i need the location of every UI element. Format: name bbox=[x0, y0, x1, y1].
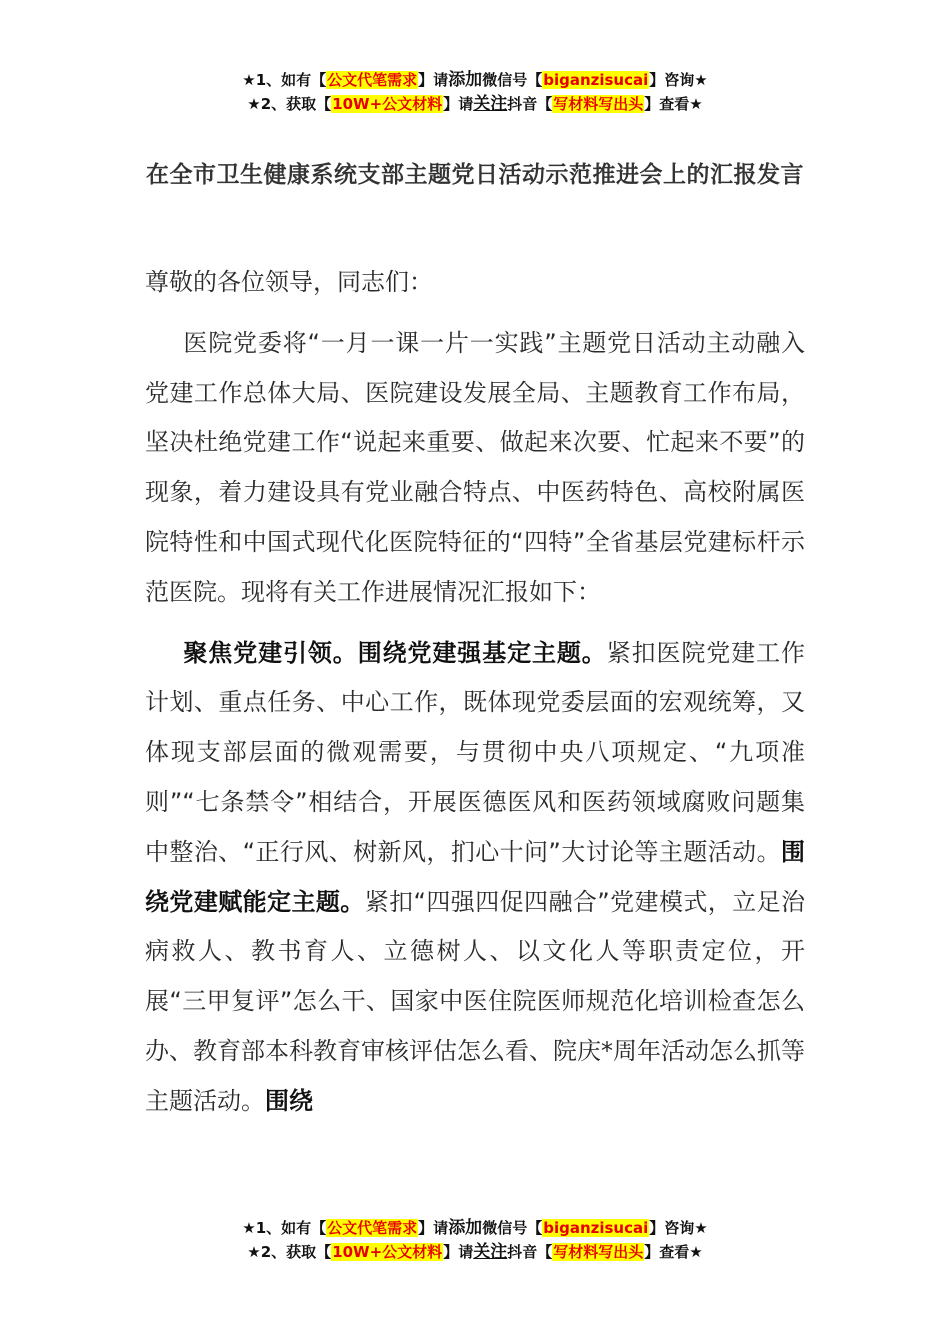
banner-text: 微信号【 bbox=[482, 71, 543, 89]
banner-text: 】查看★ bbox=[644, 1243, 703, 1261]
banner-text: 】查看★ bbox=[644, 95, 703, 113]
banner-text: ★2、获取【 bbox=[247, 95, 332, 113]
banner-highlight: biganzisucai bbox=[543, 71, 649, 89]
banner-text: 】咨询★ bbox=[649, 1219, 708, 1237]
banner-highlight: 10W+公文材料 bbox=[332, 1243, 443, 1261]
paragraph-party-building bbox=[145, 629, 805, 1127]
banner-highlight: biganzisucai bbox=[543, 1219, 649, 1237]
bold-heading: 围绕 bbox=[265, 1086, 313, 1115]
banner-line-2 bbox=[0, 1240, 950, 1264]
banner-emphasis: 关注 bbox=[473, 1242, 508, 1262]
banner-line-2 bbox=[0, 92, 950, 116]
banner-text: 】咨询★ bbox=[649, 71, 708, 89]
banner-highlight: 写材料写出头 bbox=[553, 95, 644, 113]
header-banner bbox=[0, 68, 950, 116]
banner-emphasis: 添加 bbox=[448, 70, 483, 90]
banner-text: 】请 bbox=[418, 71, 449, 89]
bold-heading: 聚焦党建引领。围绕党建强基定主题。 bbox=[183, 638, 607, 667]
banner-emphasis: 添加 bbox=[448, 1218, 483, 1238]
paragraph-intro: 医院党委将“一月一课一片一实践”主题党日活动主动融入党建工作总体大局、医院建设发展全局、主题教育工作布局，坚决杜绝党建工作“说起来重要、做起来次要、忙起来不要”的现象，着力建设具有党业融合特点、中医药特色、高校附属医院特性和中国式现代化医院特征的“四特”全省基层党建标杆示范医院。现将有关工作进展情况汇报如下： bbox=[145, 328, 805, 606]
paragraph-text: 紧扣“四强四促四融合”党建模式，立足治病救人、教书育人、立德树人、以文化人等职责定位，开展“三甲复评”怎么干、国家中医住院医师规范化培训检查怎么办、教育部本科教育审核评估怎么看、院庆*周年活动怎么抓等主题活动。 bbox=[145, 887, 806, 1115]
document-title: 在全市卫生健康系统支部主题党日活动示范推进会上的汇报发言 bbox=[146, 162, 804, 188]
banner-highlight: 写材料写出头 bbox=[553, 1243, 644, 1261]
banner-line-1 bbox=[0, 1216, 950, 1240]
banner-emphasis: 关注 bbox=[473, 94, 508, 114]
document-body bbox=[145, 258, 805, 1127]
banner-highlight: 公文代笔需求 bbox=[327, 71, 418, 89]
banner-text: 】请 bbox=[443, 95, 474, 113]
banner-highlight: 公文代笔需求 bbox=[327, 1219, 418, 1237]
banner-text: 抖音【 bbox=[507, 1243, 553, 1261]
banner-text: 微信号【 bbox=[482, 1219, 543, 1237]
banner-text: 】请 bbox=[443, 1243, 474, 1261]
paragraph-text: 紧扣医院党建工作计划、重点任务、中心工作，既体现党委层面的宏观统筹，又体现支部层面的微观需要，与贯彻中央八项规定、“九项准则”“七条禁令”相结合，开展医德医风和医药领域腐败问题集中整治、“正行风、树新风，扪心十问”大讨论等主题活动。 bbox=[145, 638, 806, 866]
banner-text: 】请 bbox=[418, 1219, 449, 1237]
banner-line-1 bbox=[0, 68, 950, 92]
banner-text: 抖音【 bbox=[507, 95, 553, 113]
bold-heading: 围绕党建赋能定主题。 bbox=[145, 837, 805, 916]
banner-highlight: 10W+公文材料 bbox=[332, 95, 443, 113]
banner-text: ★1、如有【 bbox=[242, 71, 327, 89]
banner-text: ★1、如有【 bbox=[242, 1219, 327, 1237]
greeting: 尊敬的各位领导，同志们： bbox=[145, 268, 433, 296]
footer-banner bbox=[0, 1216, 950, 1264]
banner-text: ★2、获取【 bbox=[247, 1243, 332, 1261]
